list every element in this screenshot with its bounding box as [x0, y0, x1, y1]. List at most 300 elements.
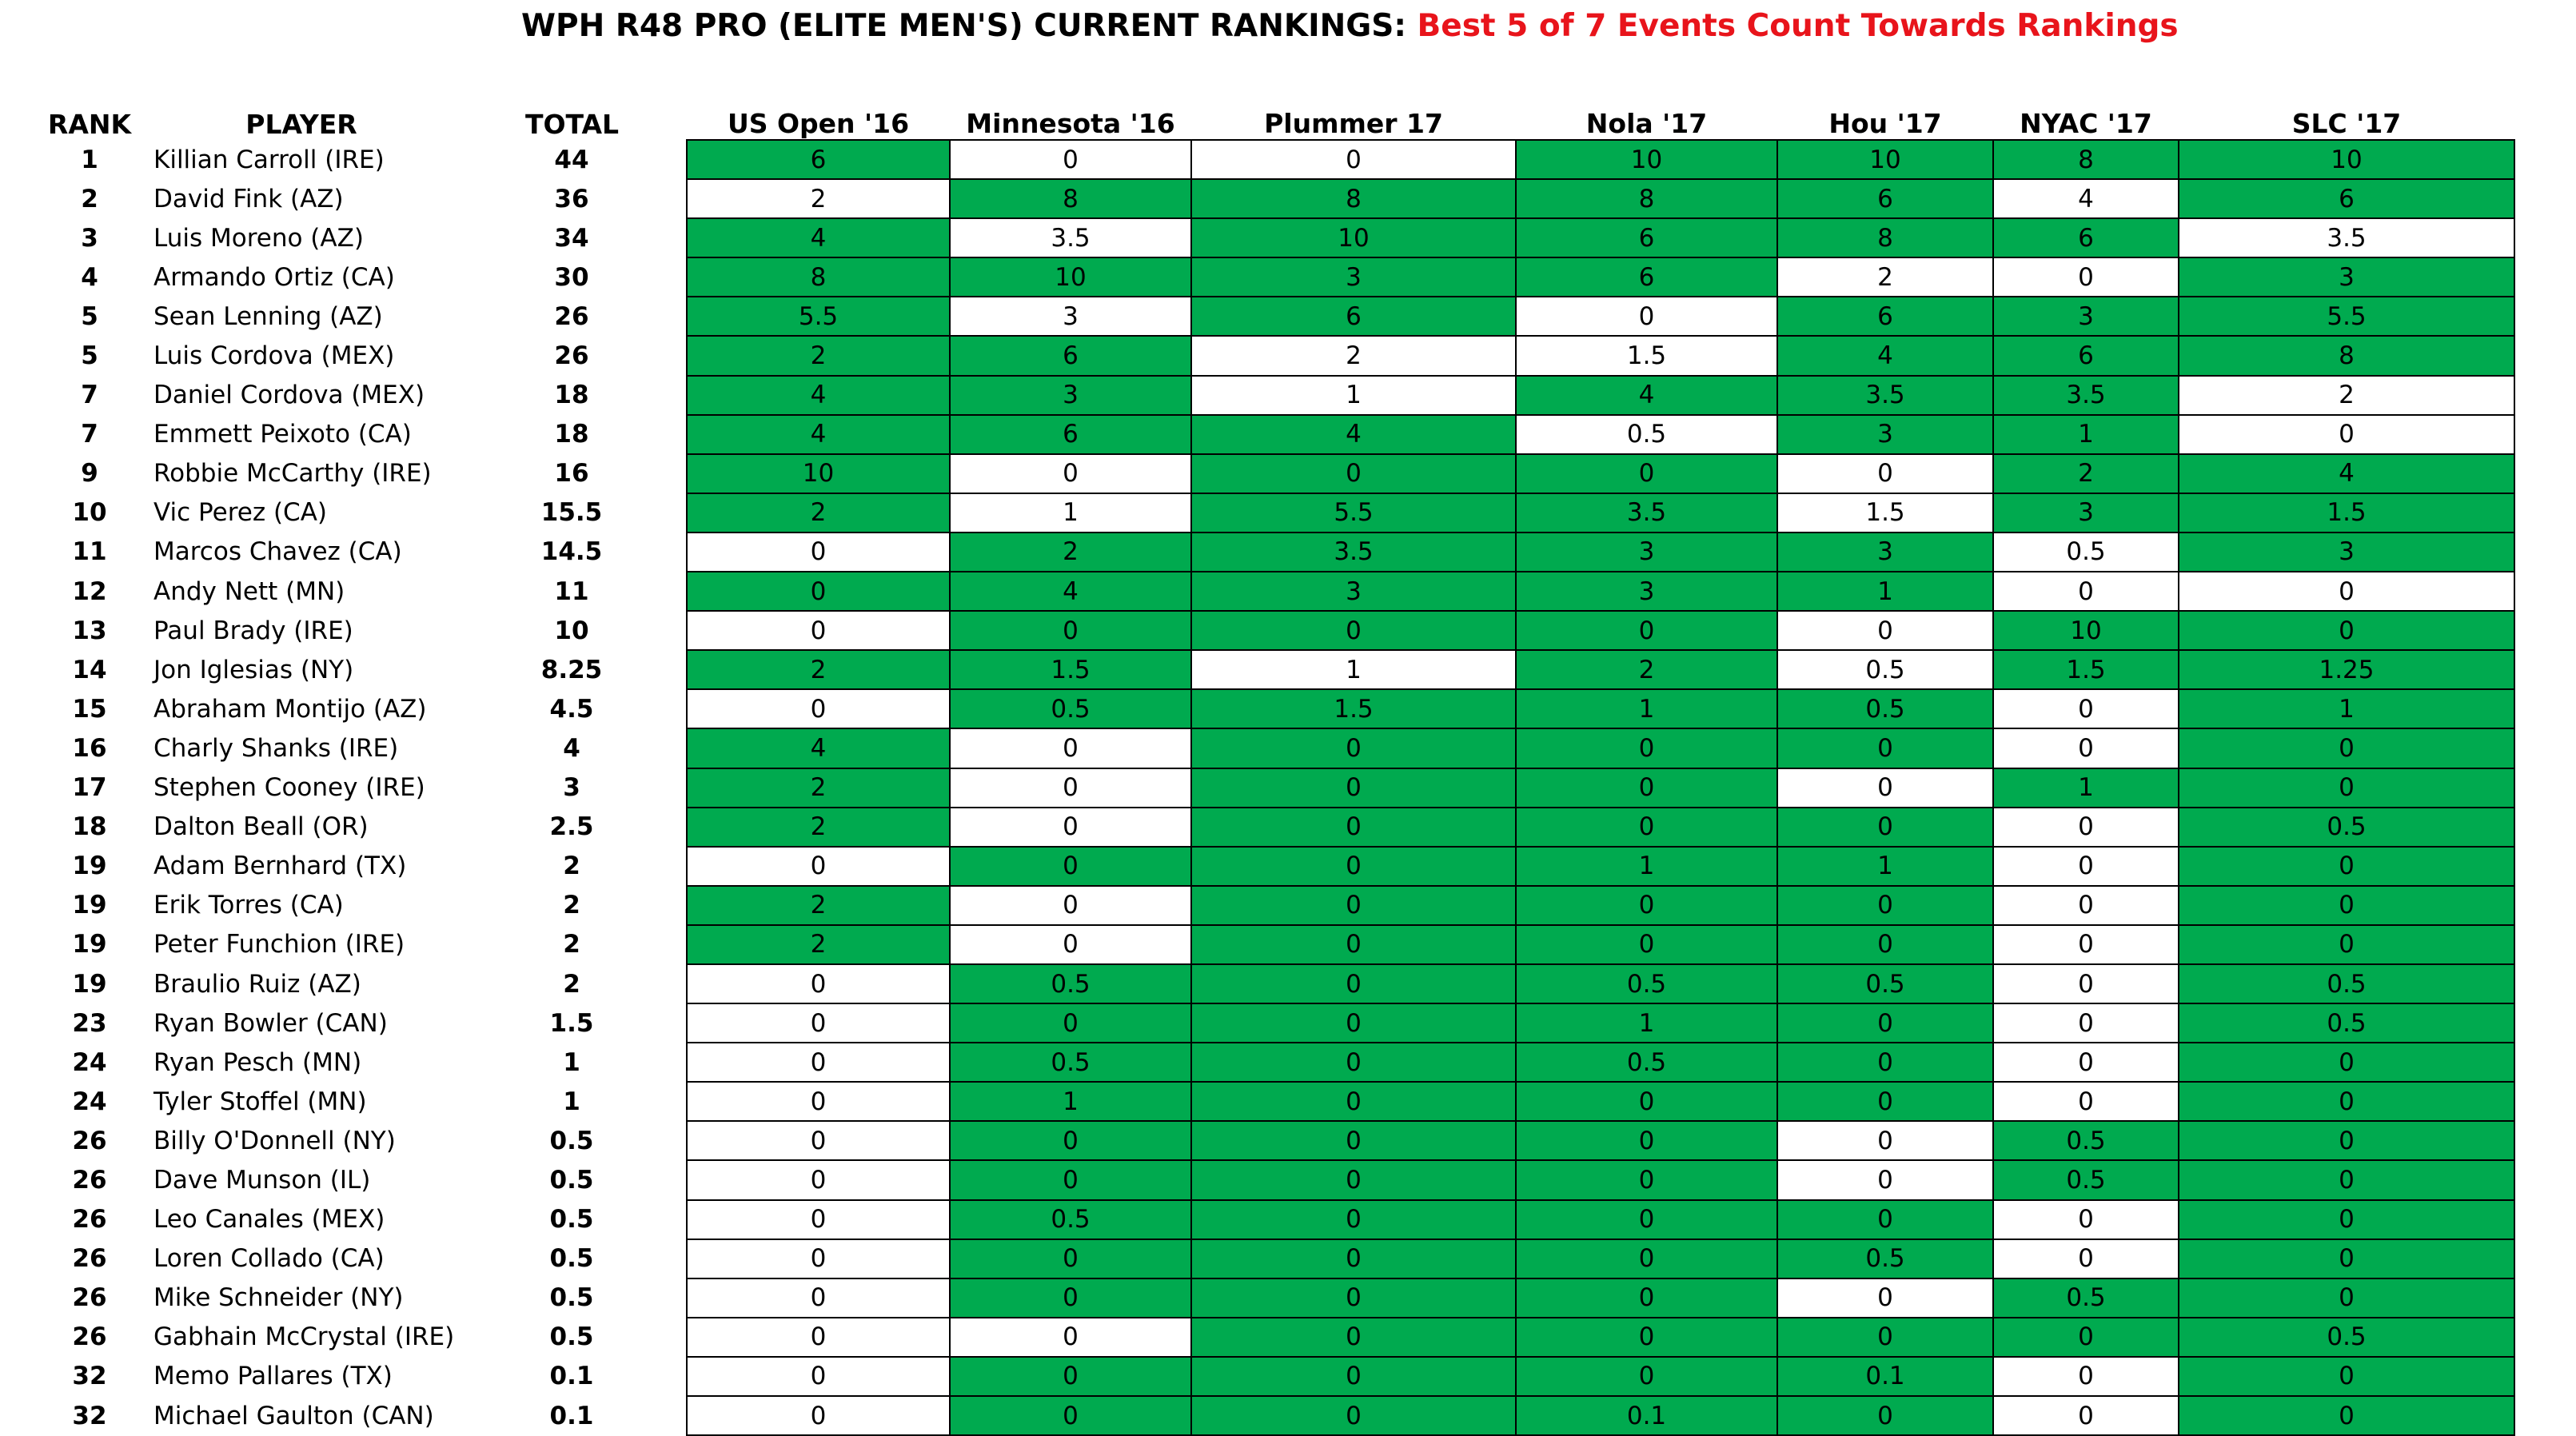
- event-score-cell: 0: [1191, 1082, 1516, 1121]
- player-cell: Luis Moreno (AZ): [154, 223, 364, 253]
- rank-cell: 2: [81, 184, 98, 213]
- event-score-cell: 2: [687, 336, 950, 375]
- event-score-cell: 0: [687, 533, 950, 572]
- event-score-cell: 0: [1516, 808, 1777, 847]
- event-score-cell: 3: [1777, 415, 1993, 454]
- event-score-cell: 8: [950, 179, 1191, 218]
- event-score-cell: 2: [1993, 454, 2179, 493]
- event-score-cell: 0: [950, 728, 1191, 768]
- table-row: [34, 768, 2514, 808]
- table-row: [34, 650, 2514, 689]
- table-row: [34, 533, 2514, 572]
- player-cell: Braulio Ruiz (AZ): [154, 969, 361, 999]
- total-cell: 1.5: [549, 1008, 594, 1038]
- event-score-cell: 0.5: [1993, 1160, 2179, 1199]
- event-score-cell: 0: [1993, 1003, 2179, 1043]
- event-score-cell: 0: [687, 572, 950, 611]
- event-score-cell: 0: [2179, 1396, 2514, 1435]
- event-score-cell: 4: [1993, 179, 2179, 218]
- event-score-cell: 0: [950, 1278, 1191, 1318]
- rank-cell: 7: [81, 381, 98, 410]
- column-header: PLAYER: [245, 109, 357, 140]
- event-score-cell: 0: [1516, 886, 1777, 925]
- player-cell: Robbie McCarthy (IRE): [154, 459, 432, 489]
- total-cell: 34: [554, 223, 589, 253]
- event-score-cell: 2: [687, 650, 950, 689]
- event-score-cell: 0: [2179, 611, 2514, 650]
- event-score-cell: 0: [687, 1396, 950, 1435]
- event-score-cell: 10: [1191, 218, 1516, 257]
- event-score-cell: 2: [687, 493, 950, 533]
- rank-cell: 10: [72, 498, 107, 528]
- table-row: [34, 336, 2514, 375]
- title-highlight: Best 5 of 7 Events Count Towards Rankings: [1417, 8, 2179, 44]
- rank-cell: 19: [72, 930, 107, 959]
- event-score-cell: 0.5: [1516, 415, 1777, 454]
- player-cell: Erik Torres (CA): [154, 891, 344, 920]
- total-cell: 0.5: [549, 1283, 594, 1313]
- event-score-cell: 0: [687, 1200, 950, 1239]
- table-row: [34, 1357, 2514, 1396]
- event-score-cell: 0.5: [1993, 533, 2179, 572]
- event-score-cell: 0: [1191, 1318, 1516, 1357]
- player-cell: Loren Collado (CA): [154, 1244, 385, 1274]
- event-score-cell: 1.5: [1777, 493, 1993, 533]
- event-score-cell: 0: [1516, 1082, 1777, 1121]
- event-score-cell: 1: [1516, 1003, 1777, 1043]
- rank-cell: 5: [81, 341, 98, 371]
- event-score-cell: 2: [687, 925, 950, 964]
- total-cell: 30: [554, 262, 589, 292]
- event-score-cell: 0: [1993, 808, 2179, 847]
- event-score-cell: 6: [1516, 218, 1777, 257]
- total-cell: 44: [554, 145, 589, 174]
- event-score-cell: 0: [2179, 1121, 2514, 1160]
- table-row: [34, 847, 2514, 886]
- event-score-cell: 1.25: [2179, 650, 2514, 689]
- event-score-cell: 6: [1777, 297, 1993, 336]
- event-score-cell: 2: [687, 768, 950, 808]
- column-header: US Open '16: [727, 108, 910, 139]
- player-cell: Memo Pallares (TX): [154, 1362, 393, 1391]
- player-cell: Ryan Bowler (CAN): [154, 1008, 388, 1038]
- event-score-cell: 3: [1516, 533, 1777, 572]
- event-score-cell: 0: [2179, 415, 2514, 454]
- event-score-cell: 0: [2179, 925, 2514, 964]
- total-cell: 14.5: [540, 537, 603, 567]
- total-cell: 10: [554, 616, 589, 645]
- rank-cell: 26: [72, 1126, 107, 1155]
- event-score-cell: 0.5: [1993, 1278, 2179, 1318]
- event-score-cell: 0: [1516, 768, 1777, 808]
- event-score-cell: 0: [950, 1003, 1191, 1043]
- event-score-cell: 0: [1191, 1043, 1516, 1082]
- event-score-cell: 6: [2179, 179, 2514, 218]
- event-score-cell: 0.5: [950, 964, 1191, 1003]
- event-score-cell: 1: [2179, 689, 2514, 728]
- event-score-cell: 1: [1993, 768, 2179, 808]
- rank-cell: 17: [72, 773, 107, 803]
- event-score-cell: 0: [2179, 1357, 2514, 1396]
- event-score-cell: 0: [1191, 611, 1516, 650]
- event-score-cell: 0: [1993, 257, 2179, 297]
- rank-cell: 26: [72, 1322, 107, 1352]
- event-score-cell: 0: [2179, 847, 2514, 886]
- event-score-cell: 0: [1993, 1200, 2179, 1239]
- player-cell: Luis Cordova (MEX): [154, 341, 395, 371]
- event-score-cell: 0: [1993, 1043, 2179, 1082]
- event-score-cell: 0: [1777, 1278, 1993, 1318]
- event-score-cell: 0: [1777, 1082, 1993, 1121]
- event-score-cell: 0: [2179, 1160, 2514, 1199]
- event-score-cell: 6: [1191, 297, 1516, 336]
- player-cell: Marcos Chavez (CA): [154, 537, 402, 567]
- event-score-cell: 0: [687, 1003, 950, 1043]
- event-score-cell: 0: [1191, 1239, 1516, 1278]
- event-score-cell: 2: [1191, 336, 1516, 375]
- player-cell: David Fink (AZ): [154, 184, 344, 213]
- rankings-table: [34, 99, 2515, 1436]
- rank-cell: 32: [72, 1362, 107, 1391]
- column-header: RANK: [47, 109, 132, 140]
- event-score-cell: 10: [2179, 140, 2514, 179]
- event-score-cell: 1: [1191, 376, 1516, 415]
- table-row: [34, 1160, 2514, 1199]
- table-row: [34, 257, 2514, 297]
- event-score-cell: 0.5: [2179, 1003, 2514, 1043]
- column-header: TOTAL: [524, 109, 620, 140]
- event-score-cell: 0: [1993, 728, 2179, 768]
- total-cell: 0.1: [549, 1401, 594, 1430]
- event-score-cell: 3: [1777, 533, 1993, 572]
- rank-cell: 26: [72, 1165, 107, 1195]
- event-score-cell: 8: [2179, 336, 2514, 375]
- event-score-cell: 0.5: [1777, 1239, 1993, 1278]
- event-score-cell: 0: [1516, 1239, 1777, 1278]
- table-row: [34, 1318, 2514, 1357]
- rank-cell: 12: [72, 576, 107, 606]
- event-score-cell: 5.5: [2179, 297, 2514, 336]
- player-cell: Billy O'Donnell (NY): [154, 1126, 396, 1155]
- rank-cell: 4: [81, 262, 98, 292]
- table-row: [34, 1200, 2514, 1239]
- rank-cell: 1: [81, 145, 98, 174]
- event-score-cell: 0: [2179, 572, 2514, 611]
- total-cell: 8.25: [540, 655, 603, 684]
- table-row: [34, 454, 2514, 493]
- title-main: WPH R48 PRO (ELITE MEN'S) CURRENT RANKINGS:: [521, 8, 1406, 44]
- event-score-cell: 8: [687, 257, 950, 297]
- event-score-cell: 0: [1191, 768, 1516, 808]
- rank-cell: 19: [72, 852, 107, 881]
- event-score-cell: 0: [1516, 1200, 1777, 1239]
- column-header: Plummer 17: [1264, 108, 1443, 139]
- event-score-cell: 8: [1191, 179, 1516, 218]
- total-cell: 2: [563, 930, 580, 959]
- event-score-cell: 3: [1191, 257, 1516, 297]
- event-score-cell: 4: [687, 218, 950, 257]
- event-score-cell: 3: [2179, 533, 2514, 572]
- event-score-cell: 0: [1516, 1121, 1777, 1160]
- event-score-cell: 0.1: [1777, 1357, 1993, 1396]
- event-score-cell: 4: [1777, 336, 1993, 375]
- rank-cell: 9: [81, 459, 98, 489]
- event-score-cell: 0: [1993, 1318, 2179, 1357]
- rank-cell: 18: [72, 812, 107, 842]
- table-row: [34, 1003, 2514, 1043]
- event-score-cell: 6: [687, 140, 950, 179]
- player-cell: Peter Funchion (IRE): [154, 930, 405, 959]
- event-score-cell: 2: [1777, 257, 1993, 297]
- column-header: Minnesota '16: [966, 108, 1175, 139]
- event-score-cell: 3.5: [1516, 493, 1777, 533]
- event-score-cell: 8: [1516, 179, 1777, 218]
- event-score-cell: 2: [1516, 650, 1777, 689]
- event-score-cell: 2: [687, 808, 950, 847]
- event-score-cell: 0: [687, 964, 950, 1003]
- total-cell: 18: [554, 420, 589, 449]
- event-score-cell: 0.1: [1516, 1396, 1777, 1435]
- rank-cell: 16: [72, 733, 107, 763]
- event-score-cell: 0: [687, 1357, 950, 1396]
- event-score-cell: 0.5: [1516, 1043, 1777, 1082]
- event-score-cell: 0: [1993, 1239, 2179, 1278]
- event-score-cell: 3.5: [950, 218, 1191, 257]
- event-score-cell: 1: [1516, 847, 1777, 886]
- event-score-cell: 1: [950, 1082, 1191, 1121]
- event-score-cell: 8: [1777, 218, 1993, 257]
- event-score-cell: 0: [950, 847, 1191, 886]
- event-score-cell: 1: [1516, 689, 1777, 728]
- total-cell: 0.5: [549, 1244, 594, 1274]
- event-score-cell: 3.5: [2179, 218, 2514, 257]
- event-score-cell: 2: [950, 533, 1191, 572]
- player-cell: Michael Gaulton (CAN): [154, 1401, 434, 1430]
- event-score-cell: 2: [2179, 376, 2514, 415]
- event-score-cell: 0.5: [950, 1200, 1191, 1239]
- rank-cell: 15: [72, 694, 107, 724]
- event-score-cell: 0: [1993, 572, 2179, 611]
- event-score-cell: 0: [1516, 1278, 1777, 1318]
- table-row: [34, 925, 2514, 964]
- event-score-cell: 0: [1516, 925, 1777, 964]
- event-score-cell: 4: [1516, 376, 1777, 415]
- event-score-cell: 3.5: [1191, 533, 1516, 572]
- event-score-cell: 0.5: [950, 689, 1191, 728]
- event-score-cell: 0: [1516, 1357, 1777, 1396]
- event-score-cell: 0: [1777, 1160, 1993, 1199]
- player-cell: Dave Munson (IL): [154, 1165, 371, 1195]
- table-row: [34, 376, 2514, 415]
- event-score-cell: 4: [687, 728, 950, 768]
- event-score-cell: 0: [950, 1357, 1191, 1396]
- table-row: [34, 1239, 2514, 1278]
- event-score-cell: 3: [1993, 493, 2179, 533]
- player-cell: Daniel Cordova (MEX): [154, 381, 425, 410]
- event-score-cell: 0: [1993, 1396, 2179, 1435]
- event-score-cell: 0: [950, 1121, 1191, 1160]
- total-cell: 0.5: [549, 1126, 594, 1155]
- event-score-cell: 0: [1191, 1121, 1516, 1160]
- event-score-cell: 0: [950, 1318, 1191, 1357]
- event-score-cell: 0.5: [1777, 689, 1993, 728]
- table-row: [34, 1082, 2514, 1121]
- event-score-cell: 0: [950, 1396, 1191, 1435]
- event-score-cell: 6: [950, 336, 1191, 375]
- event-score-cell: 0: [2179, 1239, 2514, 1278]
- event-score-cell: 5.5: [1191, 493, 1516, 533]
- column-header: Nola '17: [1585, 108, 1708, 139]
- event-score-cell: 0: [2179, 728, 2514, 768]
- event-score-cell: 10: [950, 257, 1191, 297]
- total-cell: 26: [554, 301, 589, 331]
- rank-cell: 24: [72, 1047, 107, 1077]
- event-score-cell: 0: [1516, 297, 1777, 336]
- player-cell: Armando Ortiz (CA): [154, 262, 395, 292]
- rank-cell: 24: [72, 1087, 107, 1116]
- event-score-cell: 0: [1993, 689, 2179, 728]
- rankings-body: [34, 140, 2514, 1435]
- event-score-cell: 0: [950, 140, 1191, 179]
- event-score-cell: 1: [1777, 572, 1993, 611]
- table-row: [34, 1043, 2514, 1082]
- table-row: [34, 886, 2514, 925]
- event-score-cell: 0.5: [1777, 650, 1993, 689]
- event-score-cell: 0: [2179, 768, 2514, 808]
- event-score-cell: 0: [1777, 886, 1993, 925]
- event-score-cell: 0: [1516, 454, 1777, 493]
- event-score-cell: 0: [1516, 1160, 1777, 1199]
- event-score-cell: 0: [687, 1121, 950, 1160]
- event-score-cell: 5.5: [687, 297, 950, 336]
- event-score-cell: 10: [1777, 140, 1993, 179]
- player-cell: Sean Lenning (AZ): [154, 301, 383, 331]
- column-header: SLC '17: [2291, 108, 2402, 139]
- event-score-cell: 0: [1777, 1121, 1993, 1160]
- event-score-cell: 0: [1993, 847, 2179, 886]
- player-cell: Mike Schneider (NY): [154, 1283, 404, 1313]
- event-score-cell: 3: [950, 297, 1191, 336]
- event-score-cell: 0: [1191, 886, 1516, 925]
- table-row: [34, 611, 2514, 650]
- column-header: Hou '17: [1828, 108, 1942, 139]
- event-score-cell: 6: [1993, 218, 2179, 257]
- event-score-cell: 0: [1993, 1082, 2179, 1121]
- event-score-cell: 0: [687, 1318, 950, 1357]
- header-row: [34, 99, 2514, 140]
- table-row: [34, 218, 2514, 257]
- player-cell: Dalton Beall (OR): [154, 812, 369, 842]
- table-row: [34, 179, 2514, 218]
- table-row: [34, 297, 2514, 336]
- table-row: [34, 1278, 2514, 1318]
- event-score-cell: 3.5: [1777, 376, 1993, 415]
- total-cell: 36: [554, 184, 589, 213]
- event-score-cell: 0.5: [950, 1043, 1191, 1082]
- event-score-cell: 0: [1191, 140, 1516, 179]
- event-score-cell: 0: [687, 1160, 950, 1199]
- event-score-cell: 3.5: [1993, 376, 2179, 415]
- player-cell: Leo Canales (MEX): [154, 1205, 385, 1235]
- event-score-cell: 0: [950, 925, 1191, 964]
- total-cell: 11: [554, 576, 589, 606]
- rank-cell: 3: [81, 223, 98, 253]
- event-score-cell: 0: [1777, 925, 1993, 964]
- rank-cell: 14: [72, 655, 107, 684]
- event-score-cell: 0: [1191, 925, 1516, 964]
- event-score-cell: 0: [2179, 886, 2514, 925]
- total-cell: 16: [554, 459, 589, 489]
- total-cell: 18: [554, 381, 589, 410]
- event-score-cell: 0.5: [1993, 1121, 2179, 1160]
- total-cell: 1: [563, 1047, 580, 1077]
- event-score-cell: 0: [687, 611, 950, 650]
- event-score-cell: 0: [950, 768, 1191, 808]
- event-score-cell: 0: [1777, 1043, 1993, 1082]
- event-score-cell: 0: [1777, 1318, 1993, 1357]
- rank-cell: 5: [81, 301, 98, 331]
- total-cell: 2: [563, 891, 580, 920]
- player-cell: Tyler Stoffel (MN): [154, 1087, 367, 1116]
- player-cell: Paul Brady (IRE): [154, 616, 353, 645]
- event-score-cell: 2: [687, 179, 950, 218]
- event-score-cell: 0: [950, 808, 1191, 847]
- table-row: [34, 140, 2514, 179]
- page-title: [521, 5, 2179, 48]
- event-score-cell: 8: [1993, 140, 2179, 179]
- total-cell: 4: [563, 733, 580, 763]
- table-row: [34, 728, 2514, 768]
- event-score-cell: 3: [1516, 572, 1777, 611]
- total-cell: 26: [554, 341, 589, 371]
- player-cell: Abraham Montijo (AZ): [154, 694, 427, 724]
- player-cell: Vic Perez (CA): [154, 498, 327, 528]
- event-score-cell: 0: [1191, 1357, 1516, 1396]
- total-cell: 0.5: [549, 1322, 594, 1352]
- event-score-cell: 0: [1516, 1318, 1777, 1357]
- rank-cell: 32: [72, 1401, 107, 1430]
- event-score-cell: 6: [1993, 336, 2179, 375]
- event-score-cell: 6: [1516, 257, 1777, 297]
- event-score-cell: 0: [1191, 847, 1516, 886]
- total-cell: 15.5: [540, 498, 603, 528]
- event-score-cell: 1: [1777, 847, 1993, 886]
- event-score-cell: 4: [2179, 454, 2514, 493]
- event-score-cell: 0: [1993, 964, 2179, 1003]
- event-score-cell: 1.5: [1993, 650, 2179, 689]
- event-score-cell: 0: [687, 1278, 950, 1318]
- player-cell: Jon Iglesias (NY): [154, 655, 354, 684]
- event-score-cell: 0.5: [2179, 808, 2514, 847]
- total-cell: 2: [563, 852, 580, 881]
- table-row: [34, 493, 2514, 533]
- event-score-cell: 1.5: [1191, 689, 1516, 728]
- total-cell: 3: [563, 773, 580, 803]
- event-score-cell: 0: [1191, 454, 1516, 493]
- event-score-cell: 0: [1191, 1200, 1516, 1239]
- event-score-cell: 0: [1191, 808, 1516, 847]
- player-cell: Adam Bernhard (TX): [154, 852, 407, 881]
- table-row: [34, 808, 2514, 847]
- event-score-cell: 0: [950, 1160, 1191, 1199]
- event-score-cell: 1: [950, 493, 1191, 533]
- event-score-cell: 0: [1191, 964, 1516, 1003]
- event-score-cell: 3: [2179, 257, 2514, 297]
- event-score-cell: 6: [1777, 179, 1993, 218]
- rank-cell: 26: [72, 1205, 107, 1235]
- event-score-cell: 4: [687, 376, 950, 415]
- event-score-cell: 0: [1191, 1396, 1516, 1435]
